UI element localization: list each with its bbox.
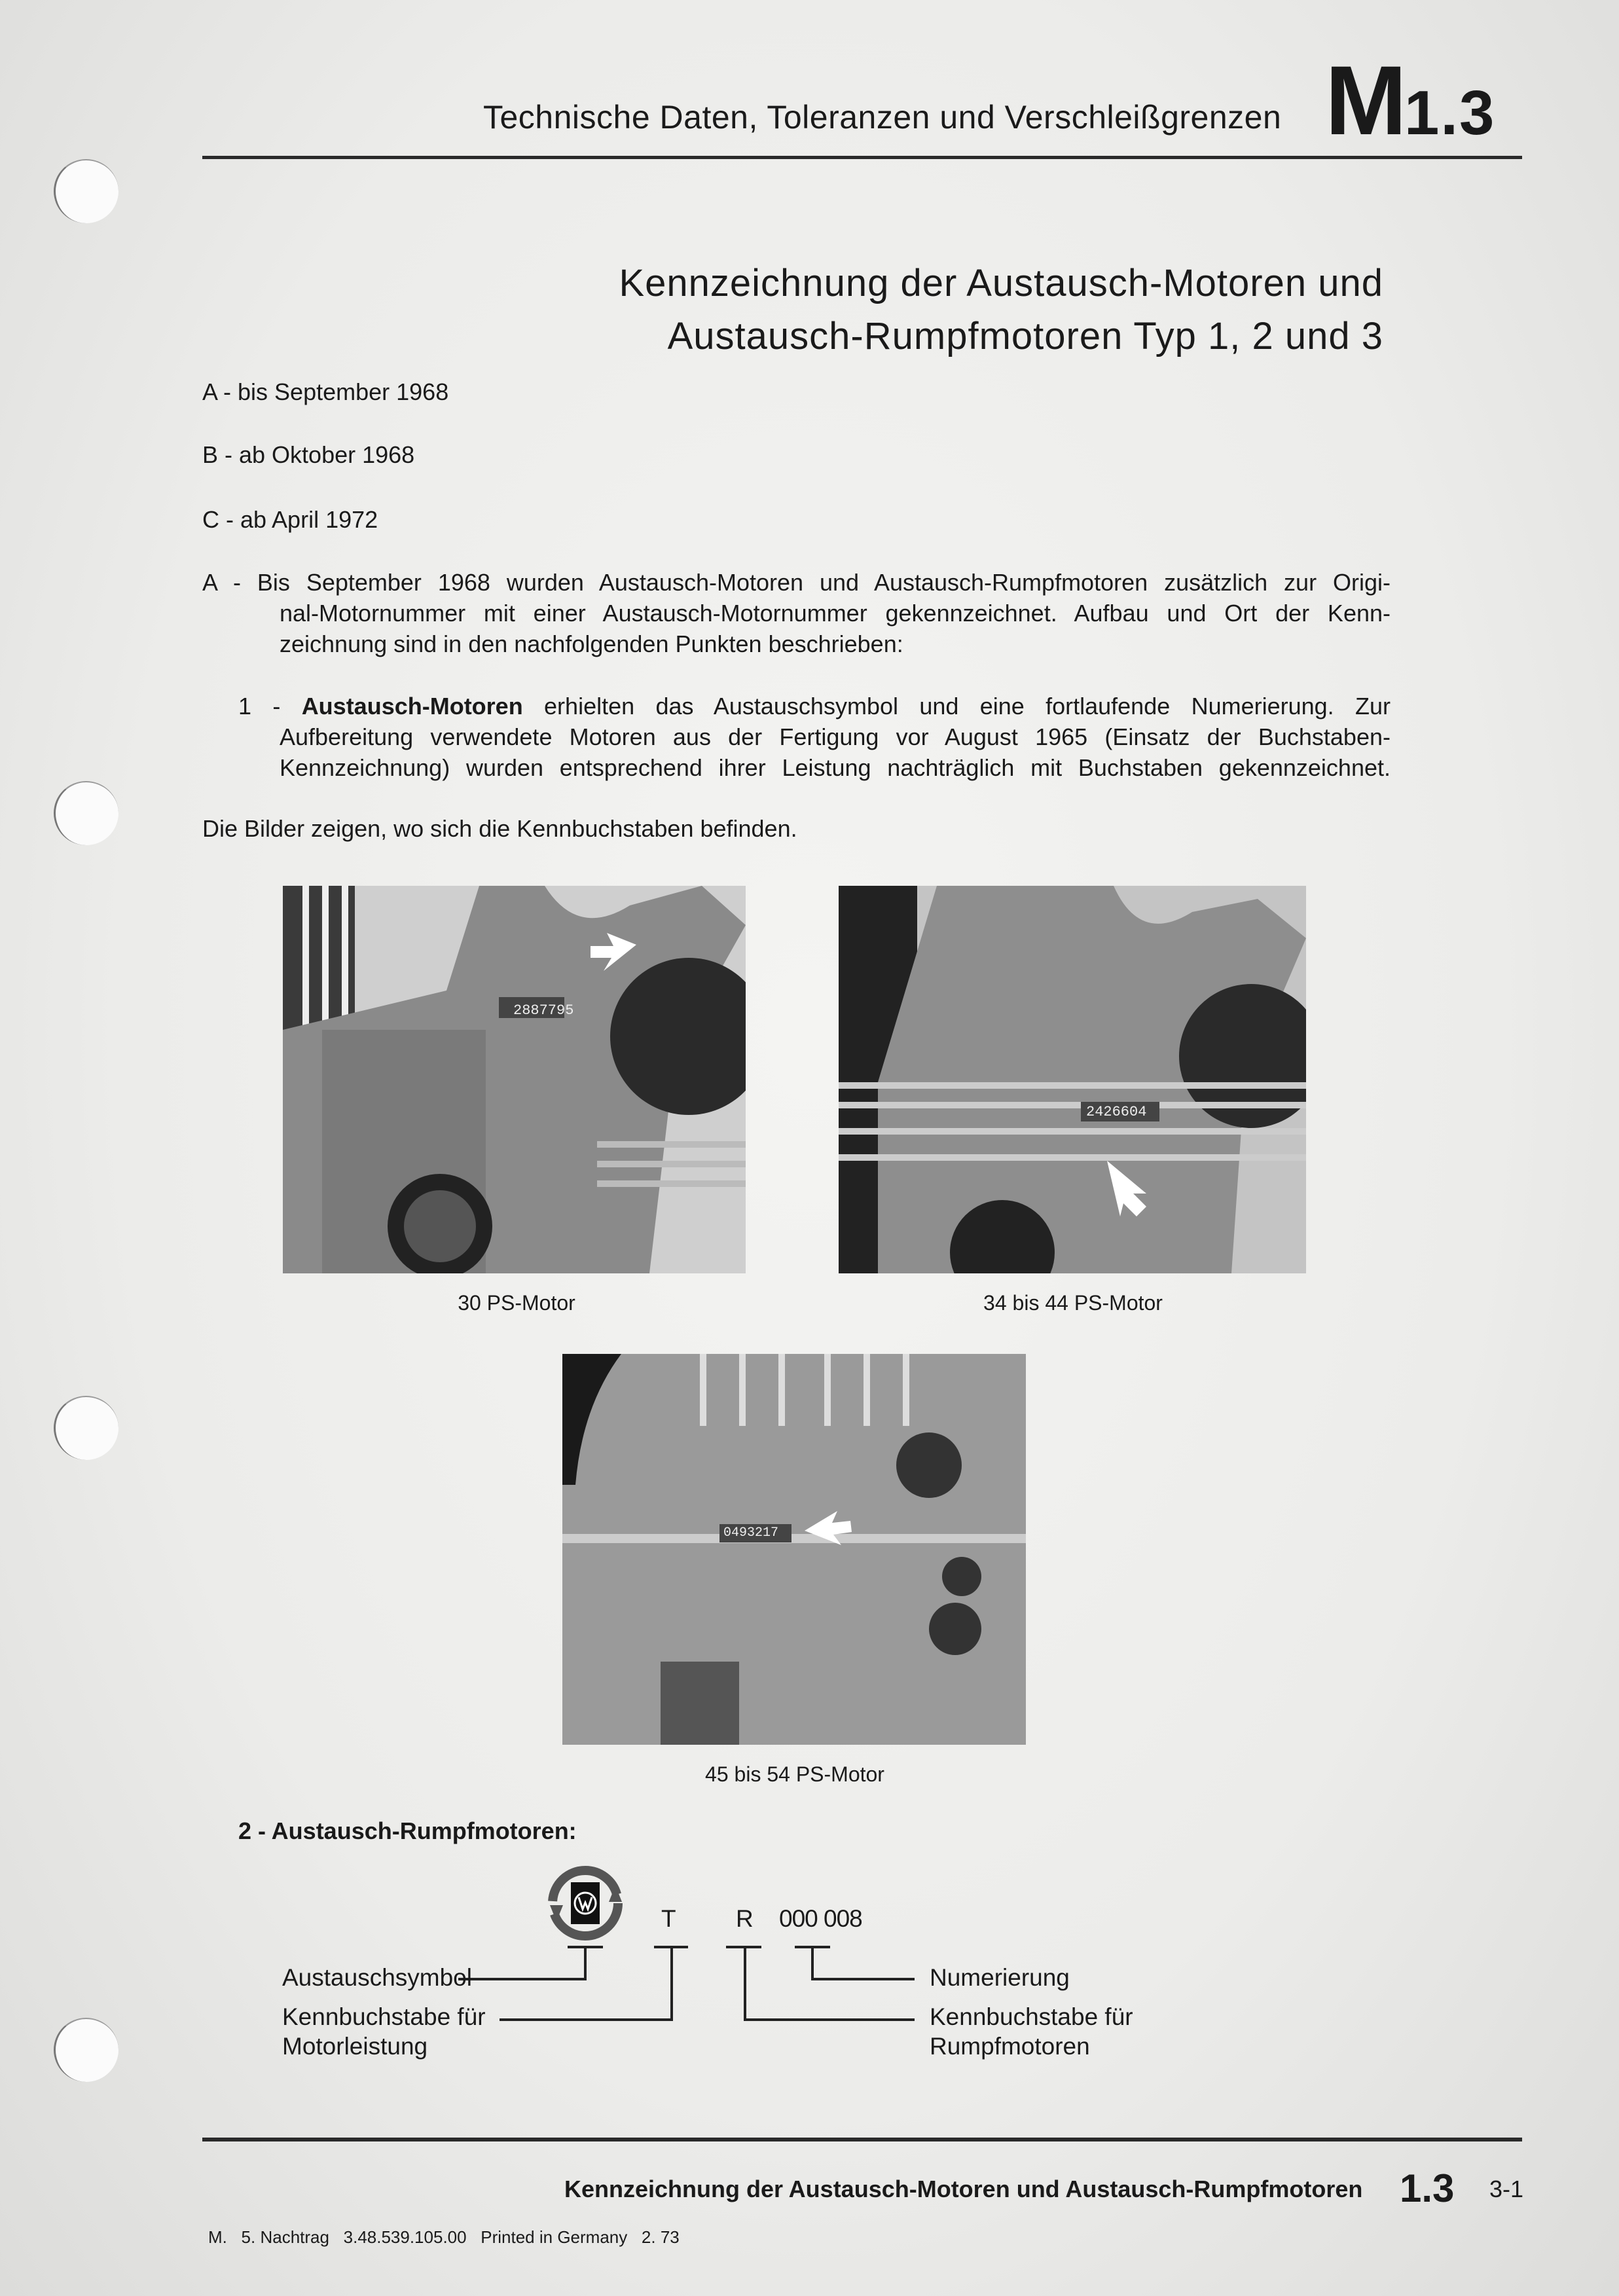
item-2-heading: 2 - Austausch-Rumpfmotoren: [238,1817,577,1844]
section-code [1325,45,1496,155]
section-code-number: 1.3 [1404,78,1496,148]
label-short-block-2: Rumpfmotoren [930,2033,1090,2060]
punch-hole [54,1396,118,1460]
page-title-line: Kennzeichnung der Austausch-Motoren und [619,262,1383,304]
section-code-letter: M [1325,45,1404,155]
item-1 [238,691,1391,783]
punch-hole [54,159,118,223]
marking-diagram [0,1866,1619,2075]
exchange-symbol-icon [550,1870,622,1936]
figure-caption: 30 PS-Motor [458,1291,575,1315]
item-heading: Austausch-Motoren [301,693,523,720]
footer-page: 3-1 [1489,2176,1524,2202]
paragraph-line: Kennzeichnung) wurden entsprechend ihrer Leistung nachträglich mit Buchstaben gekennzeichnet. [280,754,1391,781]
period-a: A - bis September 1968 [202,378,449,405]
label-power-letter-2: Motorleistung [282,2033,428,2060]
period-c: C - ab April 1972 [202,506,378,533]
section-header: Technische Daten, Toleranzen und Verschleißgrenzen [483,99,1282,136]
diagram-leader-lines [458,1947,915,2020]
header-rule [202,156,1522,159]
engine-photo-30ps [283,886,746,1273]
period-b: B - ab Oktober 1968 [202,441,415,468]
label-exchange-symbol: Austauschsymbol [282,1964,472,1991]
engine-number-stamp: 0493217 [723,1525,779,1540]
paragraph-prefix: A - [202,569,257,596]
code-letter-r: R [736,1905,754,1932]
engine-photo-image [562,1354,1026,1745]
engine-number-stamp: 2887795 [513,1002,574,1019]
engine-photo-34-44ps [839,886,1306,1273]
figure-caption: 34 bis 44 PS-Motor [983,1291,1163,1315]
footer-title: Kennzeichnung der Austausch-Motoren und Austausch-Rumpfmotoren [564,2176,1363,2202]
code-letter-t: T [661,1905,676,1932]
paragraph-line: nal-Motornummer mit einer Austausch-Motornummer gekennzeichnet. Aufbau und Ort der Kenn- [280,600,1391,627]
page-title-line: Austausch-Rumpfmotoren Typ 1, 2 und 3 [667,315,1383,357]
paragraph-a [202,567,1391,659]
paragraph-line: zeichnung sind in den nachfolgenden Punkten beschrieben: [280,630,903,657]
label-power-letter-1: Kennbuchstabe für [282,2003,486,2030]
serial-number: 000 008 [779,1905,862,1932]
engine-photo-image [839,886,1306,1273]
engine-number-stamp: 2426604 [1086,1104,1147,1120]
paragraph-line: erhielten das Austauschsymbol und eine fortlaufende Numerierung. Zur [522,693,1391,720]
label-numbering: Numerierung [930,1964,1070,1991]
paragraph-line: Bis September 1968 wurden Austausch-Motoren und Austausch-Rumpfmotoren zusätzlich zur Origi- [257,569,1391,596]
label-short-block-1: Kennbuchstabe für [930,2003,1133,2030]
print-info: M. 5. Nachtrag 3.48.539.105.00 Printed in Germany 2. 73 [208,2227,680,2247]
pictures-note: Die Bilder zeigen, wo sich die Kennbuchstaben befinden. [202,815,797,842]
figure-caption: 45 bis 54 PS-Motor [705,1762,884,1786]
engine-photo-image [283,886,746,1273]
paragraph-line: Aufbereitung verwendete Motoren aus der Fertigung vor August 1965 (Einsatz der Buchstaben- [280,723,1391,750]
item-number: 1 - [238,693,302,720]
footer-rule [202,2138,1522,2141]
page-title [619,257,1383,363]
engine-photo-45-54ps [562,1354,1026,1745]
punch-hole [54,781,118,845]
footer-section: 1.3 [1400,2166,1455,2210]
